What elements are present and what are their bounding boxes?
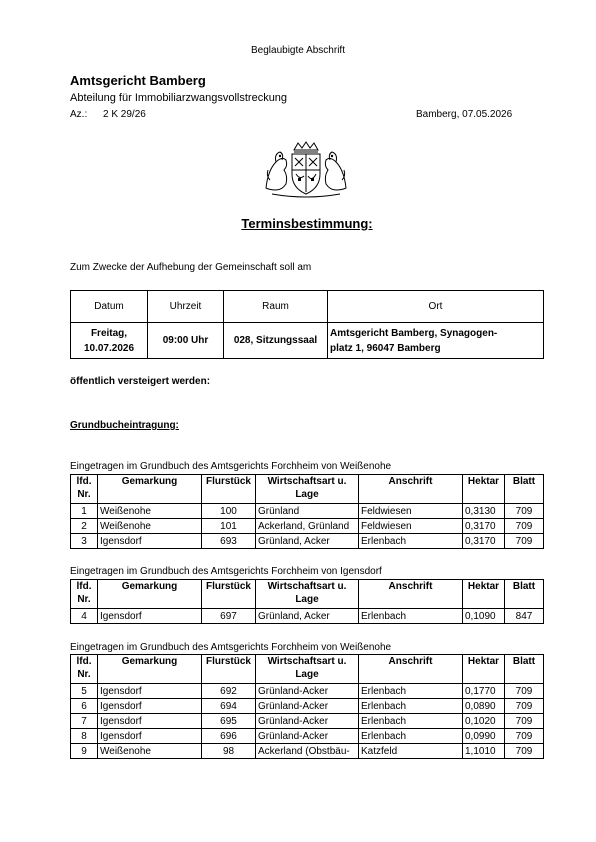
group-caption-1: Eingetragen im Grundbuch des Amtsgerichts Forchheim von Weißenohe — [70, 461, 392, 472]
appointment-place-line2: platz 1, 96047 Bamberg — [330, 343, 441, 354]
cell-wirtschaftsart: Ackerland, Grünland — [256, 519, 359, 534]
cell-wirtschaftsart: Ackerland (Obstbäu- — [256, 744, 359, 759]
cell-hektar: 0,0990 — [463, 729, 505, 744]
header-hektar: Hektar — [463, 475, 505, 504]
cell-gemarkung: Igensdorf — [98, 699, 202, 714]
cell-anschrift: Erlenbach — [359, 684, 463, 699]
cell-wirtschaftsart: Grünland-Acker — [256, 729, 359, 744]
cell-anschrift: Katzfeld — [359, 744, 463, 759]
cell-blatt: 709 — [505, 699, 544, 714]
appointment-time: 09:00 Uhr — [148, 323, 224, 359]
parcel-table-3 — [70, 654, 544, 759]
cell-nr: 8 — [71, 729, 98, 744]
table-row — [71, 504, 544, 519]
header-anschrift: Anschrift — [359, 475, 463, 504]
header-wirtschaftsart-line1: Wirtschaftsart u. — [267, 656, 347, 667]
cell-flurstueck: 693 — [202, 534, 256, 549]
header-datum: Datum — [71, 291, 148, 323]
cell-blatt: 709 — [505, 684, 544, 699]
cell-flurstueck: 695 — [202, 714, 256, 729]
cell-gemarkung: Weißenohe — [98, 519, 202, 534]
header-nr-line1: lfd. — [76, 581, 92, 592]
cell-flurstueck: 692 — [202, 684, 256, 699]
header-hektar: Hektar — [463, 580, 505, 609]
cell-hektar: 0,1020 — [463, 714, 505, 729]
appointment-place — [328, 323, 544, 359]
cell-wirtschaftsart: Grünland-Acker — [256, 699, 359, 714]
cell-hektar: 0,1090 — [463, 609, 505, 624]
table-row — [71, 699, 544, 714]
table-header-row — [71, 655, 544, 684]
cell-blatt: 709 — [505, 744, 544, 759]
appointment-place-line1: Amtsgericht Bamberg, Synagogen- — [330, 328, 498, 339]
cell-anschrift: Erlenbach — [359, 729, 463, 744]
cell-gemarkung: Igensdorf — [98, 729, 202, 744]
header-wirtschaftsart-line1: Wirtschaftsart u. — [267, 581, 347, 592]
cell-gemarkung: Igensdorf — [98, 609, 202, 624]
header-anschrift: Anschrift — [359, 655, 463, 684]
cell-hektar: 0,3170 — [463, 519, 505, 534]
cell-blatt: 709 — [505, 729, 544, 744]
cell-nr: 2 — [71, 519, 98, 534]
cell-wirtschaftsart: Grünland-Acker — [256, 714, 359, 729]
header-blatt: Blatt — [505, 475, 544, 504]
cell-hektar: 0,1770 — [463, 684, 505, 699]
header-nr — [71, 580, 98, 609]
cell-gemarkung: Igensdorf — [98, 714, 202, 729]
cell-wirtschaftsart: Grünland, Acker — [256, 534, 359, 549]
cell-anschrift: Erlenbach — [359, 534, 463, 549]
section-title: Grundbucheintragung: — [70, 420, 179, 431]
appointment-weekday: Freitag, — [90, 327, 128, 339]
header-nr-line1: lfd. — [76, 476, 92, 487]
header-nr — [71, 655, 98, 684]
table-header-row — [71, 580, 544, 609]
header-gemarkung: Gemarkung — [98, 475, 202, 504]
header-wirtschaftsart-line2: Lage — [295, 594, 319, 605]
auction-phrase: öffentlich versteigert werden: — [70, 376, 211, 387]
cell-blatt: 709 — [505, 519, 544, 534]
parcel-table-2 — [70, 579, 544, 624]
cell-blatt: 847 — [505, 609, 544, 624]
place-date: Bamberg, 07.05.2026 — [416, 109, 513, 120]
cell-nr: 5 — [71, 684, 98, 699]
cell-nr: 3 — [71, 534, 98, 549]
header-gemarkung: Gemarkung — [98, 655, 202, 684]
file-label: Az.: — [70, 109, 88, 120]
group-caption-3: Eingetragen im Grundbuch des Amtsgerichts Forchheim von Weißenohe — [70, 642, 392, 653]
cell-flurstueck: 98 — [202, 744, 256, 759]
header-raum: Raum — [224, 291, 328, 323]
table-header-row — [71, 475, 544, 504]
cell-anschrift: Erlenbach — [359, 714, 463, 729]
cell-wirtschaftsart: Grünland — [256, 504, 359, 519]
cell-nr: 4 — [71, 609, 98, 624]
header-wirtschaftsart-line1: Wirtschaftsart u. — [267, 476, 347, 487]
page-title: Terminsbestimmung: — [241, 216, 373, 231]
header-nr-line2: Nr. — [77, 669, 91, 680]
header-nr-line2: Nr. — [77, 489, 91, 500]
cell-blatt: 709 — [505, 504, 544, 519]
cell-hektar: 1,1010 — [463, 744, 505, 759]
header-gemarkung: Gemarkung — [98, 580, 202, 609]
appointment-table — [70, 290, 544, 359]
coat-of-arms-emblem — [262, 140, 350, 198]
cell-hektar: 0,0890 — [463, 699, 505, 714]
intro-text: Zum Zwecke der Aufhebung der Gemeinschaft soll am — [70, 262, 312, 273]
cell-flurstueck: 100 — [202, 504, 256, 519]
header-nr-line2: Nr. — [77, 594, 91, 605]
cell-nr: 7 — [71, 714, 98, 729]
cell-flurstueck: 694 — [202, 699, 256, 714]
table-row — [71, 534, 544, 549]
header-flurstueck: Flurstück — [202, 580, 256, 609]
cell-flurstueck: 696 — [202, 729, 256, 744]
appointment-date — [71, 323, 148, 359]
cell-anschrift: Erlenbach — [359, 609, 463, 624]
cell-gemarkung: Igensdorf — [98, 534, 202, 549]
header-hektar: Hektar — [463, 655, 505, 684]
table-row — [71, 714, 544, 729]
header-wirtschaftsart — [256, 655, 359, 684]
cell-wirtschaftsart: Grünland, Acker — [256, 609, 359, 624]
cell-flurstueck: 697 — [202, 609, 256, 624]
file-number: 2 K 29/26 — [103, 109, 146, 120]
cell-nr: 6 — [71, 699, 98, 714]
cell-gemarkung: Weißenohe — [98, 744, 202, 759]
cell-wirtschaftsart: Grünland-Acker — [256, 684, 359, 699]
table-row — [71, 729, 544, 744]
appointment-room: 028, Sitzungssaal — [224, 323, 328, 359]
cell-anschrift: Feldwiesen — [359, 504, 463, 519]
parcel-table-1 — [70, 474, 544, 549]
court-department: Abteilung für Immobiliarzwangsvollstreckung — [70, 92, 288, 104]
header-uhrzeit: Uhrzeit — [148, 291, 224, 323]
header-wirtschaftsart — [256, 475, 359, 504]
group-caption-2: Eingetragen im Grundbuch des Amtsgerichts Forchheim von Igensdorf — [70, 566, 382, 577]
cell-blatt: 709 — [505, 714, 544, 729]
table-row — [71, 744, 544, 759]
cell-anschrift: Erlenbach — [359, 699, 463, 714]
header-wirtschaftsart-line2: Lage — [295, 669, 319, 680]
cell-gemarkung: Igensdorf — [98, 684, 202, 699]
header-nr — [71, 475, 98, 504]
table-row — [71, 609, 544, 624]
header-wirtschaftsart-line2: Lage — [295, 489, 319, 500]
appointment-date-value: 10.07.2026 — [83, 342, 135, 354]
court-name: Amtsgericht Bamberg — [70, 73, 206, 88]
header-blatt: Blatt — [505, 655, 544, 684]
cell-nr: 9 — [71, 744, 98, 759]
header-blatt: Blatt — [505, 580, 544, 609]
header-nr-line1: lfd. — [76, 656, 92, 667]
header-flurstueck: Flurstück — [202, 655, 256, 684]
header-anschrift: Anschrift — [359, 580, 463, 609]
cell-hektar: 0,3170 — [463, 534, 505, 549]
cell-gemarkung: Weißenohe — [98, 504, 202, 519]
cell-nr: 1 — [71, 504, 98, 519]
table-row — [71, 684, 544, 699]
cell-hektar: 0,3130 — [463, 504, 505, 519]
header-wirtschaftsart — [256, 580, 359, 609]
table-row — [71, 519, 544, 534]
cell-anschrift: Feldwiesen — [359, 519, 463, 534]
header-ort: Ort — [328, 291, 544, 323]
certified-copy-note: Beglaubigte Abschrift — [251, 45, 345, 56]
cell-blatt: 709 — [505, 534, 544, 549]
header-flurstueck: Flurstück — [202, 475, 256, 504]
cell-flurstueck: 101 — [202, 519, 256, 534]
